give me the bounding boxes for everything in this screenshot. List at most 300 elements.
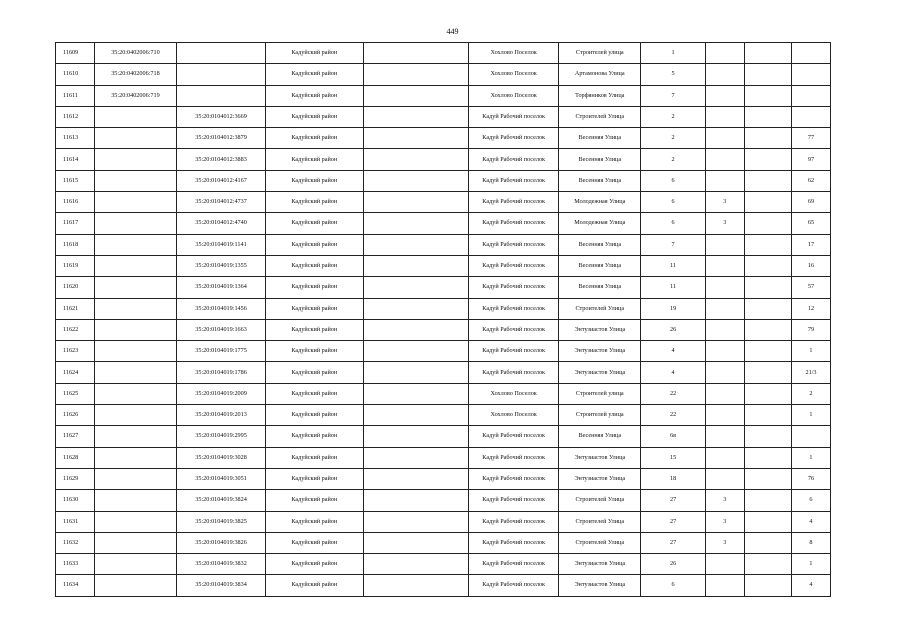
cell-house-number: 15 [641,447,706,468]
cell-building-number: 3 [705,511,744,532]
cell-cadastral-number-b: 35:20:0104019:1355 [176,255,265,276]
cell-apartment-number: 8 [791,532,830,553]
cell-cadastral-number-a: 35:20:0402006:718 [94,64,176,85]
cell-house-number: 6 [641,170,706,191]
cell-district: Кадуйский район [266,149,363,170]
cell-record-number: 11631 [56,511,95,532]
cell-settlement-type [363,64,469,85]
cell-house-number: 27 [641,490,706,511]
table-row [56,554,831,575]
cell-cadastral-number-b: 35:20:0104019:3051 [176,468,265,489]
cell-street: Весенняя Улица [559,255,641,276]
cell-apartment-number: 17 [791,234,830,255]
cell-building-number: 3 [705,213,744,234]
cell-cadastral-number-a [94,213,176,234]
cell-house-number: 2 [641,106,706,127]
cell-record-number: 11628 [56,447,95,468]
cell-apartment-extra [744,128,791,149]
cell-building-number [705,447,744,468]
cell-apartment-extra [744,490,791,511]
cell-record-number: 11629 [56,468,95,489]
page-number: 449 [446,27,459,36]
table-row [56,85,831,106]
cell-street: Строителей Улица [559,298,641,319]
cell-cadastral-number-b: 35:20:0104012:4737 [176,192,265,213]
cell-apartment-extra [744,298,791,319]
cell-building-number [705,362,744,383]
cell-street: Весенняя Улица [559,128,641,149]
cell-house-number: 22 [641,383,706,404]
cell-cadastral-number-a [94,255,176,276]
cell-house-number: 4 [641,341,706,362]
cell-cadastral-number-b: 35:20:0104019:3826 [176,532,265,553]
table-row [56,532,831,553]
cell-district: Кадуйский район [266,213,363,234]
cell-settlement-type [363,426,469,447]
cell-apartment-extra [744,277,791,298]
cell-apartment-number: 1 [791,447,830,468]
cell-settlement-type [363,362,469,383]
cell-apartment-number: 97 [791,149,830,170]
cell-record-number: 11610 [56,64,95,85]
table-row [56,511,831,532]
cell-apartment-extra [744,192,791,213]
cell-building-number [705,426,744,447]
cell-settlement: Кадуй Рабочий поселок [469,128,559,149]
cell-district: Кадуйский район [266,277,363,298]
cell-cadastral-number-b: 35:20:0104019:3834 [176,575,265,596]
cell-apartment-extra [744,383,791,404]
cell-record-number: 11620 [56,277,95,298]
cell-settlement: Кадуй Рабочий поселок [469,255,559,276]
table-row [56,405,831,426]
table-row [56,255,831,276]
cell-cadastral-number-a [94,234,176,255]
cell-building-number [705,468,744,489]
cell-house-number: 6в [641,426,706,447]
cell-district: Кадуйский район [266,170,363,191]
cell-cadastral-number-b: 35:20:0104019:2009 [176,383,265,404]
cell-district: Кадуйский район [266,383,363,404]
cell-apartment-number: 4 [791,511,830,532]
table-row [56,426,831,447]
cell-apartment-extra [744,511,791,532]
table-row [56,490,831,511]
cell-record-number: 11613 [56,128,95,149]
cell-cadastral-number-a [94,426,176,447]
cell-cadastral-number-b: 35:20:0104019:3832 [176,554,265,575]
cell-record-number: 11609 [56,43,95,64]
cell-apartment-extra [744,532,791,553]
cell-cadastral-number-a [94,405,176,426]
cell-building-number [705,383,744,404]
cell-record-number: 11614 [56,149,95,170]
cell-settlement: Кадуй Рабочий поселок [469,426,559,447]
cell-street: Строителей Улица [559,532,641,553]
cell-record-number: 11630 [56,490,95,511]
cell-apartment-number: 76 [791,468,830,489]
cell-settlement: Кадуй Рабочий поселок [469,298,559,319]
cell-building-number: 3 [705,532,744,553]
cell-district: Кадуйский район [266,426,363,447]
cell-settlement-type [363,298,469,319]
cell-settlement: Хохлово Поселок [469,85,559,106]
cell-street: Строителей улица [559,383,641,404]
cell-apartment-extra [744,255,791,276]
cell-building-number [705,341,744,362]
cell-house-number: 27 [641,511,706,532]
cell-building-number [705,64,744,85]
cell-apartment-number: 77 [791,128,830,149]
registry-table [55,42,831,597]
cell-settlement: Кадуй Рабочий поселок [469,213,559,234]
cell-district: Кадуйский район [266,64,363,85]
cell-house-number: 11 [641,277,706,298]
table-row [56,170,831,191]
cell-apartment-number [791,106,830,127]
cell-settlement-type [363,319,469,340]
cell-house-number: 11 [641,255,706,276]
cell-record-number: 11634 [56,575,95,596]
cell-cadastral-number-b [176,85,265,106]
cell-cadastral-number-a [94,170,176,191]
cell-apartment-number: 62 [791,170,830,191]
cell-settlement-type [363,277,469,298]
cell-settlement-type [363,490,469,511]
cell-apartment-extra [744,85,791,106]
cell-district: Кадуйский район [266,468,363,489]
cell-street: Строителей Улица [559,106,641,127]
cell-street: Весенняя Улица [559,170,641,191]
cell-cadastral-number-a [94,149,176,170]
cell-record-number: 11618 [56,234,95,255]
cell-district: Кадуйский район [266,234,363,255]
cell-settlement: Кадуй Рабочий поселок [469,575,559,596]
cell-apartment-extra [744,554,791,575]
cell-cadastral-number-b: 35:20:0104019:1786 [176,362,265,383]
cell-settlement: Кадуй Рабочий поселок [469,170,559,191]
cell-settlement-type [363,106,469,127]
cell-cadastral-number-b: 35:20:0104019:3825 [176,511,265,532]
cell-district: Кадуйский район [266,554,363,575]
cell-street: Весенняя Улица [559,234,641,255]
cell-cadastral-number-b: 35:20:0104019:1364 [176,277,265,298]
cell-district: Кадуйский район [266,319,363,340]
cell-building-number [705,149,744,170]
cell-house-number: 26 [641,554,706,575]
cell-record-number: 11622 [56,319,95,340]
cell-settlement-type [363,554,469,575]
cell-settlement: Кадуй Рабочий поселок [469,106,559,127]
cell-apartment-number [791,85,830,106]
cell-building-number [705,128,744,149]
cell-settlement-type [363,234,469,255]
cell-cadastral-number-b: 35:20:0104012:4167 [176,170,265,191]
cell-apartment-number: 6 [791,490,830,511]
cell-settlement-type [363,575,469,596]
cell-apartment-extra [744,149,791,170]
cell-apartment-number [791,426,830,447]
cell-cadastral-number-a [94,128,176,149]
cell-settlement: Кадуй Рабочий поселок [469,341,559,362]
cell-cadastral-number-b: 35:20:0104019:3824 [176,490,265,511]
cell-district: Кадуйский район [266,85,363,106]
cell-district: Кадуйский район [266,192,363,213]
cell-house-number: 19 [641,298,706,319]
cell-street: Торфяников Улица [559,85,641,106]
cell-settlement: Кадуй Рабочий поселок [469,532,559,553]
cell-house-number: 6 [641,192,706,213]
cell-apartment-number: 69 [791,192,830,213]
cell-settlement-type [363,213,469,234]
cell-street: Молодежная Улица [559,192,641,213]
cell-cadastral-number-b: 35:20:0104012:4740 [176,213,265,234]
cell-cadastral-number-a [94,511,176,532]
cell-settlement-type [363,192,469,213]
cell-street: Строителей улица [559,43,641,64]
cell-settlement-type [363,447,469,468]
cell-cadastral-number-b: 35:20:0104012:3879 [176,128,265,149]
cell-cadastral-number-a [94,277,176,298]
cell-house-number: 7 [641,85,706,106]
table-row [56,128,831,149]
cell-district: Кадуйский район [266,532,363,553]
cell-building-number [705,277,744,298]
table-row [56,149,831,170]
cell-settlement-type [363,149,469,170]
cell-building-number [705,85,744,106]
cell-house-number: 5 [641,64,706,85]
cell-house-number: 7 [641,234,706,255]
cell-apartment-number: 1 [791,405,830,426]
cell-settlement-type [363,85,469,106]
cell-settlement: Хохлово Поселок [469,43,559,64]
cell-settlement-type [363,255,469,276]
cell-apartment-number: 57 [791,277,830,298]
cell-apartment-number [791,43,830,64]
cell-apartment-extra [744,362,791,383]
cell-settlement-type [363,511,469,532]
cell-cadastral-number-a [94,192,176,213]
cell-settlement-type [363,468,469,489]
cell-cadastral-number-a [94,468,176,489]
cell-cadastral-number-a [94,532,176,553]
cell-cadastral-number-a: 35:20:0402006:710 [94,43,176,64]
cell-building-number [705,170,744,191]
cell-settlement: Хохлово Поселок [469,64,559,85]
cell-apartment-number: 79 [791,319,830,340]
cell-settlement-type [363,532,469,553]
cell-street: Весенняя Улица [559,426,641,447]
table-row [56,575,831,596]
cell-street: Весенняя Улица [559,277,641,298]
cell-settlement: Кадуй Рабочий поселок [469,277,559,298]
cell-house-number: 1 [641,43,706,64]
cell-settlement: Хохлово Поселок [469,383,559,404]
cell-street: Энтузиастов Улица [559,554,641,575]
cell-cadastral-number-a [94,447,176,468]
cell-apartment-extra [744,426,791,447]
cell-cadastral-number-a: 35:20:0402006:719 [94,85,176,106]
cell-building-number: 3 [705,192,744,213]
cell-apartment-extra [744,213,791,234]
cell-street: Весенняя Улица [559,149,641,170]
cell-record-number: 11624 [56,362,95,383]
cell-building-number [705,575,744,596]
cell-apartment-number: 1 [791,341,830,362]
cell-street: Энтузиастов Улица [559,319,641,340]
cell-district: Кадуйский район [266,362,363,383]
cell-record-number: 11632 [56,532,95,553]
cell-street: Молодежная Улица [559,213,641,234]
cell-cadastral-number-a [94,490,176,511]
cell-record-number: 11617 [56,213,95,234]
cell-house-number: 6 [641,575,706,596]
cell-house-number: 4 [641,362,706,383]
cell-record-number: 11611 [56,85,95,106]
cell-apartment-number: 65 [791,213,830,234]
cell-district: Кадуйский район [266,405,363,426]
cell-cadastral-number-b: 35:20:0104019:2995 [176,426,265,447]
cell-district: Кадуйский район [266,255,363,276]
cell-street: Строителей Улица [559,511,641,532]
table-row [56,298,831,319]
cell-settlement: Кадуй Рабочий поселок [469,149,559,170]
cell-record-number: 11633 [56,554,95,575]
cell-settlement: Кадуй Рабочий поселок [469,447,559,468]
cell-record-number: 11626 [56,405,95,426]
cell-cadastral-number-a [94,341,176,362]
table-row [56,234,831,255]
cell-settlement-type [363,341,469,362]
cell-apartment-extra [744,43,791,64]
cell-street: Энтузиастов Улица [559,468,641,489]
table-row [56,106,831,127]
cell-district: Кадуйский район [266,490,363,511]
cell-district: Кадуйский район [266,575,363,596]
cell-apartment-extra [744,64,791,85]
cell-cadastral-number-b: 35:20:0104019:1456 [176,298,265,319]
cell-apartment-number: 4 [791,575,830,596]
cell-building-number [705,43,744,64]
cell-apartment-extra [744,319,791,340]
cell-settlement-type [363,43,469,64]
cell-record-number: 11623 [56,341,95,362]
cell-building-number [705,319,744,340]
cell-cadastral-number-b: 35:20:0104019:1141 [176,234,265,255]
cell-street: Энтузиастов Улица [559,447,641,468]
cell-settlement: Хохлово Поселок [469,405,559,426]
cell-apartment-extra [744,447,791,468]
cell-building-number [705,255,744,276]
table-row [56,43,831,64]
cell-cadastral-number-a [94,298,176,319]
cell-cadastral-number-b: 35:20:0104019:3028 [176,447,265,468]
cell-cadastral-number-a [94,106,176,127]
cell-cadastral-number-a [94,319,176,340]
cell-cadastral-number-a [94,575,176,596]
cell-street: Строителей улица [559,405,641,426]
cell-house-number: 27 [641,532,706,553]
cell-building-number [705,106,744,127]
cell-cadastral-number-b [176,43,265,64]
table-row [56,362,831,383]
cell-record-number: 11615 [56,170,95,191]
cell-apartment-extra [744,106,791,127]
cell-settlement: Кадуй Рабочий поселок [469,468,559,489]
cell-house-number: 6 [641,213,706,234]
cell-record-number: 11619 [56,255,95,276]
cell-record-number: 11621 [56,298,95,319]
cell-street: Строителей Улица [559,490,641,511]
cell-cadastral-number-a [94,362,176,383]
cell-building-number [705,405,744,426]
cell-settlement-type [363,128,469,149]
cell-house-number: 22 [641,405,706,426]
cell-apartment-extra [744,405,791,426]
cell-apartment-extra [744,341,791,362]
table-row [56,319,831,340]
cell-record-number: 11627 [56,426,95,447]
cell-cadastral-number-b: 35:20:0104012:3883 [176,149,265,170]
cell-district: Кадуйский район [266,128,363,149]
table-row [56,468,831,489]
cell-building-number [705,298,744,319]
cell-settlement: Кадуй Рабочий поселок [469,511,559,532]
cell-apartment-extra [744,170,791,191]
cell-building-number [705,234,744,255]
cell-cadastral-number-a [94,554,176,575]
table-row [56,213,831,234]
cell-house-number: 2 [641,149,706,170]
table-row [56,277,831,298]
table-row [56,64,831,85]
cell-house-number: 26 [641,319,706,340]
cell-apartment-extra [744,468,791,489]
cell-building-number [705,554,744,575]
cell-district: Кадуйский район [266,447,363,468]
cell-settlement-type [363,383,469,404]
registry-table-body [56,43,831,597]
cell-street: Артамонова Улица [559,64,641,85]
cell-settlement-type [363,170,469,191]
cell-apartment-number: 21/3 [791,362,830,383]
table-row [56,447,831,468]
cell-cadastral-number-b: 35:20:0104019:2013 [176,405,265,426]
cell-street: Энтузиастов Улица [559,341,641,362]
cell-apartment-number: 2 [791,383,830,404]
cell-district: Кадуйский район [266,298,363,319]
cell-cadastral-number-b: 35:20:0104012:3669 [176,106,265,127]
table-row [56,383,831,404]
cell-settlement-type [363,405,469,426]
cell-settlement: Кадуй Рабочий поселок [469,192,559,213]
cell-record-number: 11612 [56,106,95,127]
table-row [56,341,831,362]
cell-cadastral-number-a [94,383,176,404]
cell-street: Энтузиастов Улица [559,362,641,383]
cell-district: Кадуйский район [266,106,363,127]
cell-settlement: Кадуй Рабочий поселок [469,319,559,340]
cell-apartment-number: 1 [791,554,830,575]
cell-street: Энтузиастов Улица [559,575,641,596]
cell-settlement: Кадуй Рабочий поселок [469,554,559,575]
table-row [56,192,831,213]
cell-cadastral-number-b: 35:20:0104019:1775 [176,341,265,362]
cell-district: Кадуйский район [266,341,363,362]
cell-house-number: 2 [641,128,706,149]
cell-settlement: Кадуй Рабочий поселок [469,490,559,511]
